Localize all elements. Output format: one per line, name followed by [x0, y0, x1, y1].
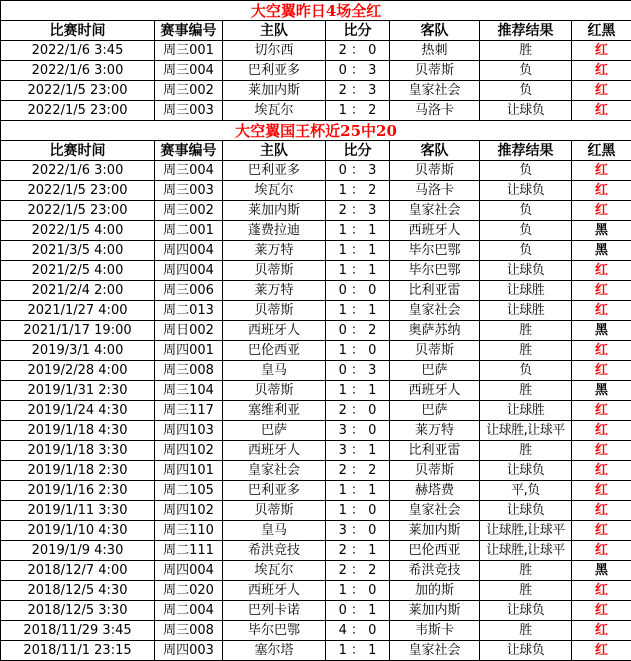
table-row [1, 581, 631, 601]
match-code-cell: 周四004 [155, 561, 223, 581]
match-code-cell: 周三110 [155, 521, 223, 541]
score-cell: 3 ： 0 [326, 421, 390, 441]
result-cell: 红 [572, 261, 631, 281]
match-code-cell: 周三008 [155, 361, 223, 381]
match-time-cell: 2019/3/1 4:00 [1, 341, 155, 361]
score-cell: 0 ： 1 [326, 601, 390, 621]
away-team-cell: 奥萨苏纳 [390, 321, 480, 341]
score-cell: 2 ： 2 [326, 561, 390, 581]
score-cell: 1 ： 1 [326, 481, 390, 501]
away-team-cell: 马洛卡 [390, 181, 480, 201]
match-code-cell: 周二013 [155, 301, 223, 321]
score-cell: 1 ： 0 [326, 581, 390, 601]
match-code-cell: 周四003 [155, 641, 223, 661]
match-code-cell: 周三002 [155, 201, 223, 221]
match-time-cell: 2022/1/6 3:45 [1, 41, 155, 61]
header-match-code: 赛事编号 [155, 21, 223, 41]
table-row [1, 341, 631, 361]
recommendation-cell: 让球负 [480, 461, 572, 481]
result-cell: 黑 [572, 321, 631, 341]
away-team-cell: 莱万特 [390, 421, 480, 441]
table-row [1, 381, 631, 401]
away-team-cell: 莱加内斯 [390, 601, 480, 621]
result-cell: 红 [572, 181, 631, 201]
score-cell: 1 ： 1 [326, 241, 390, 261]
away-team-cell: 皇家社会 [390, 81, 480, 101]
score-cell: 1 ： 2 [326, 181, 390, 201]
score-cell: 4 ： 0 [326, 621, 390, 641]
home-team-cell: 莱万特 [223, 281, 326, 301]
score-cell: 1 ： 0 [326, 341, 390, 361]
home-team-cell: 莱加内斯 [223, 81, 326, 101]
match-time-cell: 2019/1/24 4:30 [1, 401, 155, 421]
match-time-cell: 2021/1/17 19:00 [1, 321, 155, 341]
match-code-cell: 周三003 [155, 181, 223, 201]
away-team-cell: 皇家社会 [390, 641, 480, 661]
score-cell: 3 ： 1 [326, 441, 390, 461]
match-code-cell: 周四001 [155, 341, 223, 361]
result-cell: 红 [572, 481, 631, 501]
result-cell: 红 [572, 301, 631, 321]
home-team-cell: 西班牙人 [223, 581, 326, 601]
match-code-cell: 周三004 [155, 161, 223, 181]
table-row [1, 561, 631, 581]
match-code-cell: 周四004 [155, 241, 223, 261]
away-team-cell: 皇家社会 [390, 301, 480, 321]
section1-header-row [1, 21, 631, 41]
header-recommendation: 推荐结果 [480, 21, 572, 41]
match-code-cell: 周三004 [155, 61, 223, 81]
home-team-cell: 塞维利亚 [223, 401, 326, 421]
table-row [1, 401, 631, 421]
match-time-cell: 2022/1/5 23:00 [1, 181, 155, 201]
result-cell: 红 [572, 161, 631, 181]
recommendation-cell: 负 [480, 201, 572, 221]
match-time-cell: 2022/1/5 4:00 [1, 221, 155, 241]
table-row [1, 641, 631, 661]
match-time-cell: 2018/12/5 4:30 [1, 581, 155, 601]
match-code-cell: 周四102 [155, 501, 223, 521]
result-cell: 黑 [572, 561, 631, 581]
recommendation-cell: 让球负 [480, 641, 572, 661]
score-cell: 1 ： 1 [326, 641, 390, 661]
result-cell: 红 [572, 41, 631, 61]
score-cell: 3 ： 0 [326, 521, 390, 541]
home-team-cell: 贝蒂斯 [223, 381, 326, 401]
score-cell: 1 ： 2 [326, 101, 390, 121]
away-team-cell: 贝蒂斯 [390, 61, 480, 81]
match-time-cell: 2018/12/5 3:30 [1, 601, 155, 621]
header-match-code: 赛事编号 [155, 141, 223, 161]
table-row [1, 541, 631, 561]
match-code-cell: 周二004 [155, 601, 223, 621]
table-row [1, 621, 631, 641]
home-team-cell: 切尔西 [223, 41, 326, 61]
section2-title: 大空翼国王杯近25中20 [1, 121, 631, 141]
match-code-cell: 周二020 [155, 581, 223, 601]
result-cell: 红 [572, 601, 631, 621]
recommendation-cell: 负 [480, 161, 572, 181]
recommendation-cell: 让球胜 [480, 401, 572, 421]
match-time-cell: 2022/1/6 3:00 [1, 161, 155, 181]
table-row [1, 161, 631, 181]
result-cell: 红 [572, 501, 631, 521]
score-cell: 0 ： 0 [326, 281, 390, 301]
result-cell: 黑 [572, 221, 631, 241]
home-team-cell: 皇马 [223, 361, 326, 381]
match-code-cell: 周三003 [155, 101, 223, 121]
recommendation-cell: 胜 [480, 381, 572, 401]
result-cell: 红 [572, 101, 631, 121]
header-score: 比分 [326, 21, 390, 41]
table-row [1, 181, 631, 201]
table-row [1, 461, 631, 481]
home-team-cell: 皇马 [223, 521, 326, 541]
table-row [1, 481, 631, 501]
match-time-cell: 2022/1/6 3:00 [1, 61, 155, 81]
result-cell: 黑 [572, 241, 631, 261]
header-recommendation: 推荐结果 [480, 141, 572, 161]
away-team-cell: 热刺 [390, 41, 480, 61]
result-cell: 红 [572, 441, 631, 461]
table-row [1, 321, 631, 341]
table-row [1, 221, 631, 241]
header-home-team: 主队 [223, 21, 326, 41]
result-cell: 红 [572, 621, 631, 641]
header-match-time: 比赛时间 [1, 141, 155, 161]
recommendation-cell: 平,负 [480, 481, 572, 501]
table-row [1, 361, 631, 381]
score-cell: 2 ： 1 [326, 541, 390, 561]
section1-title-row [1, 1, 631, 21]
away-team-cell: 毕尔巴鄂 [390, 261, 480, 281]
table-row [1, 421, 631, 441]
away-team-cell: 巴萨 [390, 361, 480, 381]
result-cell: 红 [572, 521, 631, 541]
home-team-cell: 巴利亚多 [223, 161, 326, 181]
away-team-cell: 毕尔巴鄂 [390, 241, 480, 261]
match-code-cell: 周二105 [155, 481, 223, 501]
home-team-cell: 莱加内斯 [223, 201, 326, 221]
result-cell: 黑 [572, 381, 631, 401]
result-cell: 红 [572, 201, 631, 221]
score-cell: 2 ： 3 [326, 81, 390, 101]
recommendation-cell: 胜 [480, 621, 572, 641]
result-cell: 红 [572, 281, 631, 301]
table-row [1, 61, 631, 81]
score-cell: 2 ： 2 [326, 461, 390, 481]
score-cell: 1 ： 1 [326, 261, 390, 281]
result-cell: 红 [572, 81, 631, 101]
header-result: 红黑 [572, 21, 631, 41]
home-team-cell: 巴列卡诺 [223, 601, 326, 621]
recommendation-cell: 负 [480, 221, 572, 241]
away-team-cell: 韦斯卡 [390, 621, 480, 641]
header-result: 红黑 [572, 141, 631, 161]
recommendation-cell: 让球胜,让球平 [480, 421, 572, 441]
score-cell: 2 ： 3 [326, 201, 390, 221]
score-cell: 2 ： 0 [326, 41, 390, 61]
recommendation-cell: 胜 [480, 561, 572, 581]
section2-header-row [1, 141, 631, 161]
home-team-cell: 西班牙人 [223, 321, 326, 341]
match-code-cell: 周三002 [155, 81, 223, 101]
match-time-cell: 2019/1/18 2:30 [1, 461, 155, 481]
table-row [1, 601, 631, 621]
score-cell: 0 ： 3 [326, 61, 390, 81]
match-time-cell: 2019/1/11 3:30 [1, 501, 155, 521]
recommendation-cell: 让球负 [480, 501, 572, 521]
table-row [1, 501, 631, 521]
match-code-cell: 周四004 [155, 261, 223, 281]
match-code-cell: 周三008 [155, 621, 223, 641]
header-home-team: 主队 [223, 141, 326, 161]
result-cell: 红 [572, 421, 631, 441]
recommendation-cell: 负 [480, 361, 572, 381]
home-team-cell: 巴伦西亚 [223, 341, 326, 361]
match-code-cell: 周日002 [155, 321, 223, 341]
result-cell: 红 [572, 341, 631, 361]
table-row [1, 101, 631, 121]
match-time-cell: 2021/2/4 2:00 [1, 281, 155, 301]
match-code-cell: 周四102 [155, 441, 223, 461]
away-team-cell: 比利亚雷 [390, 281, 480, 301]
match-time-cell: 2019/1/16 2:30 [1, 481, 155, 501]
score-cell: 1 ： 1 [326, 381, 390, 401]
away-team-cell: 西班牙人 [390, 381, 480, 401]
match-code-cell: 周二111 [155, 541, 223, 561]
match-time-cell: 2019/1/18 4:30 [1, 421, 155, 441]
away-team-cell: 贝蒂斯 [390, 161, 480, 181]
match-time-cell: 2022/1/5 23:00 [1, 201, 155, 221]
score-cell: 1 ： 1 [326, 221, 390, 241]
score-cell: 1 ： 1 [326, 301, 390, 321]
match-code-cell: 周三117 [155, 401, 223, 421]
table-row [1, 301, 631, 321]
home-team-cell: 巴萨 [223, 421, 326, 441]
recommendation-cell: 胜 [480, 41, 572, 61]
home-team-cell: 埃瓦尔 [223, 181, 326, 201]
recommendation-cell: 胜 [480, 581, 572, 601]
header-score: 比分 [326, 141, 390, 161]
section2-title-row [1, 121, 631, 141]
score-cell: 1 ： 0 [326, 501, 390, 521]
result-cell: 红 [572, 361, 631, 381]
match-time-cell: 2019/1/10 4:30 [1, 521, 155, 541]
recommendation-cell: 胜 [480, 441, 572, 461]
match-code-cell: 周三001 [155, 41, 223, 61]
result-cell: 红 [572, 461, 631, 481]
home-team-cell: 贝蒂斯 [223, 261, 326, 281]
away-team-cell: 马洛卡 [390, 101, 480, 121]
match-code-cell: 周四101 [155, 461, 223, 481]
section1-title: 大空翼昨日4场全红 [1, 1, 631, 21]
header-away-team: 客队 [390, 21, 480, 41]
match-time-cell: 2021/3/5 4:00 [1, 241, 155, 261]
table-row [1, 261, 631, 281]
table-row [1, 81, 631, 101]
result-cell: 红 [572, 641, 631, 661]
away-team-cell: 巴伦西亚 [390, 541, 480, 561]
table-row [1, 281, 631, 301]
table-row [1, 521, 631, 541]
away-team-cell: 赫塔费 [390, 481, 480, 501]
match-time-cell: 2021/2/5 4:00 [1, 261, 155, 281]
match-time-cell: 2019/1/9 4:30 [1, 541, 155, 561]
score-cell: 2 ： 0 [326, 401, 390, 421]
away-team-cell: 巴萨 [390, 401, 480, 421]
away-team-cell: 莱加内斯 [390, 521, 480, 541]
away-team-cell: 希洪竞技 [390, 561, 480, 581]
recommendation-cell: 让球胜,让球平 [480, 521, 572, 541]
recommendation-cell: 负 [480, 241, 572, 261]
match-code-cell: 周二001 [155, 221, 223, 241]
away-team-cell: 贝蒂斯 [390, 341, 480, 361]
recommendation-cell: 让球负 [480, 181, 572, 201]
recommendation-cell: 胜 [480, 321, 572, 341]
result-cell: 红 [572, 581, 631, 601]
match-time-cell: 2022/1/5 23:00 [1, 101, 155, 121]
score-cell: 0 ： 2 [326, 321, 390, 341]
home-team-cell: 蓬费拉迪 [223, 221, 326, 241]
match-time-cell: 2018/11/1 23:15 [1, 641, 155, 661]
result-cell: 红 [572, 61, 631, 81]
home-team-cell: 贝蒂斯 [223, 301, 326, 321]
home-team-cell: 贝蒂斯 [223, 501, 326, 521]
match-time-cell: 2018/12/7 4:00 [1, 561, 155, 581]
home-team-cell: 巴利亚多 [223, 61, 326, 81]
home-team-cell: 希洪竞技 [223, 541, 326, 561]
recommendation-cell: 让球负 [480, 601, 572, 621]
match-code-cell: 周四103 [155, 421, 223, 441]
home-team-cell: 埃瓦尔 [223, 101, 326, 121]
match-code-cell: 周三006 [155, 281, 223, 301]
header-match-time: 比赛时间 [1, 21, 155, 41]
away-team-cell: 皇家社会 [390, 501, 480, 521]
table-row [1, 41, 631, 61]
home-team-cell: 西班牙人 [223, 441, 326, 461]
recommendation-cell: 让球胜,让球平 [480, 541, 572, 561]
result-cell: 红 [572, 401, 631, 421]
recommendation-cell: 让球胜 [480, 281, 572, 301]
match-time-cell: 2019/2/28 4:00 [1, 361, 155, 381]
match-time-cell: 2018/11/29 3:45 [1, 621, 155, 641]
table-row [1, 201, 631, 221]
away-team-cell: 比利亚雷 [390, 441, 480, 461]
home-team-cell: 皇家社会 [223, 461, 326, 481]
home-team-cell: 埃瓦尔 [223, 561, 326, 581]
match-time-cell: 2019/1/31 2:30 [1, 381, 155, 401]
result-cell: 红 [572, 541, 631, 561]
recommendation-cell: 让球胜 [480, 301, 572, 321]
away-team-cell: 皇家社会 [390, 201, 480, 221]
table-row [1, 241, 631, 261]
recommendation-cell: 让球负 [480, 101, 572, 121]
match-time-cell: 2021/1/27 4:00 [1, 301, 155, 321]
home-team-cell: 莱万特 [223, 241, 326, 261]
recommendation-cell: 胜 [480, 341, 572, 361]
score-cell: 0 ： 3 [326, 361, 390, 381]
match-time-cell: 2019/1/18 3:30 [1, 441, 155, 461]
home-team-cell: 巴利亚多 [223, 481, 326, 501]
home-team-cell: 塞尔塔 [223, 641, 326, 661]
recommendation-cell: 让球负 [480, 261, 572, 281]
match-time-cell: 2022/1/5 23:00 [1, 81, 155, 101]
away-team-cell: 加的斯 [390, 581, 480, 601]
away-team-cell: 贝蒂斯 [390, 461, 480, 481]
score-cell: 0 ： 3 [326, 161, 390, 181]
recommendation-cell: 负 [480, 81, 572, 101]
header-away-team: 客队 [390, 141, 480, 161]
match-code-cell: 周三104 [155, 381, 223, 401]
away-team-cell: 西班牙人 [390, 221, 480, 241]
recommendation-cell: 负 [480, 61, 572, 81]
table-row [1, 441, 631, 461]
home-team-cell: 毕尔巴鄂 [223, 621, 326, 641]
